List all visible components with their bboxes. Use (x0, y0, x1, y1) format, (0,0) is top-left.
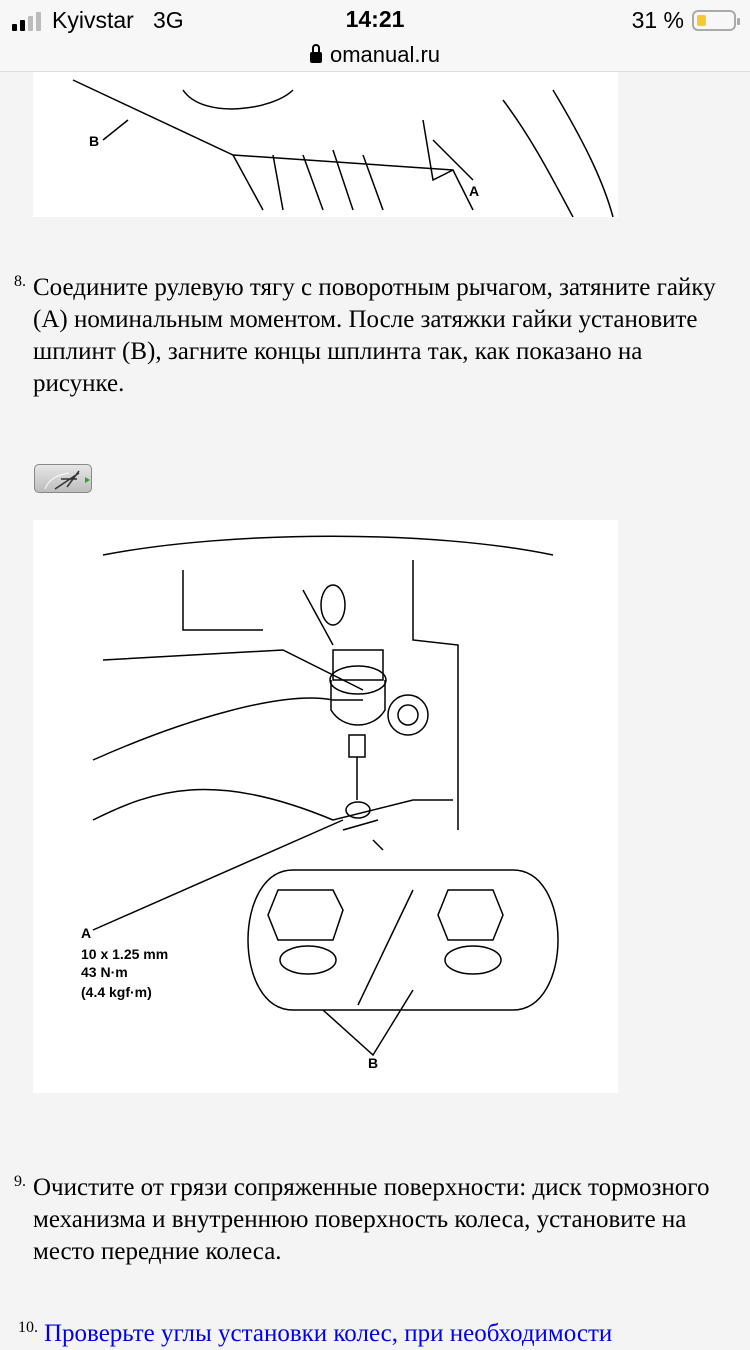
label-a: A (81, 925, 92, 941)
step-text: Соедините рулевую тягу с поворотным рычагом, затяните гайку (A) номинальным моментом. После затяжки гайки установите шплинт (B), загните концы шплинта так, как показано на рисунке. (33, 274, 716, 397)
step-number: 9. (14, 1173, 26, 1190)
step-number: 10. (18, 1319, 38, 1336)
figure-steering-top (33, 60, 618, 217)
diagram-drawing (33, 520, 618, 1093)
clock: 14:21 (345, 6, 405, 32)
figure-tie-rod (33, 520, 618, 1093)
label-b: B (368, 1055, 379, 1071)
torque-tool-icon (34, 464, 92, 493)
address-bar[interactable] (0, 42, 750, 68)
label-b: B (89, 133, 100, 149)
battery-percent: 31 % (631, 7, 684, 33)
step-8 (14, 272, 734, 400)
spec-torque: 43 N·m (81, 964, 128, 980)
diagram-drawing (33, 60, 618, 217)
status-bar (0, 0, 750, 72)
spec-torque-kgf: (4.4 kgf·m) (81, 984, 152, 1000)
battery-icon (692, 10, 736, 31)
carrier: Kyivstar 3G (52, 7, 184, 33)
step-text: Очистите от грязи сопряженные поверхности: диск тормозного механизма и внутреннюю поверхность колеса, установите на место передние колеса. (33, 1174, 710, 1265)
lock-icon (310, 52, 322, 63)
step-10 (14, 1318, 734, 1350)
label-a: A (469, 183, 480, 199)
step-number: 8. (14, 273, 26, 290)
url-text: omanual.ru (329, 42, 441, 67)
spec-thread: 10 x 1.25 mm (81, 946, 169, 962)
step-9 (14, 1172, 734, 1268)
step-link[interactable]: Проверьте углы установки колес, при необходимости (44, 1320, 613, 1347)
